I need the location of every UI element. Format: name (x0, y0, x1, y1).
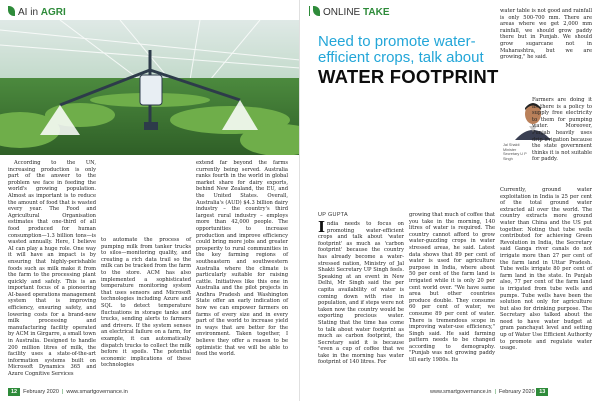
left-footer: 12 February 2020 | www.smartgovernance.in (8, 388, 128, 398)
byline: UP GUPTA (318, 212, 349, 218)
page-number-left: 12 (8, 388, 20, 396)
leaf-icon (8, 6, 15, 16)
right-column-3 (500, 8, 592, 61)
right-col3c-text: Currently, ground water exploitation in India is 25 per cent of the total ground water extracted all over the world. The country extracts more ground water than China and the US put together. Noting that tube wells contributed for achieving Green Revolution in India, the Secretary said Ganga river canals do not irrigate more than 27 per cent of the farm land in Uttar Pradesh. Tube wells irrigate 80 per cent of farm land in the state. In Punjab also, 77 per cent of the farm land is irrigated from tube wells and pumps. Tube wells have been the solution not only for agriculture but also for drinking purpose. The Secretary also talked about the need to have water budget at gram panchayat level and setting up of Water Use Efficient Authority to promote and regulate water usage. (500, 187, 592, 352)
leaf-icon (313, 6, 320, 16)
footer-url-left[interactable]: www.smartgovernance.in (66, 389, 128, 395)
right-col2-text: growing that much of coffee that you take in the morning, 140 litres of water is required. The country cannot afford to grow water-guzzling crops in water stressed areas, he said. Latest data shows that 89 per cent of water is used for agriculture purpose in India, where about 50 per cent of the farm land is irrigated while it is only 20 per cent world over. "We have same area but other countries produce double. They consume 60 per cent of water, we consume 89 per cent of water. There is tremendous scope in improving water-use efficiency," Singh said. He said farming pattern needs to be changed according to demography. "Punjab was not growing paddy till early 1980s. Its (409, 212, 495, 364)
footer-date-left: February 2020 (23, 389, 59, 395)
page-number-right: 13 (536, 388, 548, 396)
greenhouse-robot-photo (0, 20, 300, 155)
left-column-2 (101, 237, 191, 369)
right-column-2 (409, 212, 495, 364)
footer-url-right[interactable]: www.smartgovernance.in (430, 389, 492, 395)
right-col3b-text: Farmers are doing it as there is a policy to supply free electricity to them for pumping water. Moreover, Punjab heavily uses drip irrigation because the state government thinks it is not suitable for paddy. (532, 97, 592, 163)
right-footer: www.smartgovernance.in | February 2020 13 (430, 388, 551, 398)
portrait-caption: Jal Shakti Minister Secretary U P Singh (503, 143, 527, 161)
section-header-left (8, 6, 66, 18)
section-name: TAKE (363, 7, 390, 18)
dropcap: I (318, 218, 326, 236)
article-title-line1: Need to promote water-efficient crops, talk about (318, 33, 484, 66)
right-col3a-text: water table is not good and rainfall is only 500-700 mm. There are areas where we get 2,000 mm rainfall, we should grow paddy there but in Punjab. We should grow sugarcane not in Maharashtra, but we are growing," he said. (500, 8, 592, 61)
right-col1-text: ndia needs to focus on promoting water-efficient crops and talk about 'water footprint' as much as 'carbon footprint' because the country has already become a water-stressed nation, Ministry of Jal Shakti Secretary UP Singh feels. Speaking at an event in New Delhi, Mr Singh said the per capita availability of water is coming down with rise in population, and if steps were not taken now the country would be exporting precious water. Stating that the time has come to talk about water footprint as much as carbon footprint, the Secretary said it is because "even a cup of coffee that we take in the morning has water footprint of 140 litres. For (318, 221, 404, 366)
left-column-1 (8, 160, 96, 378)
section-name: AGRI (40, 7, 66, 18)
left-col2-text: to automate the process of pumping milk from tanker trucks to silos—monitoring quality, and creating a rich data trail so the milk can be tracked from the farm to the store. ACM has also implemented a sophisticated temperature monitoring system that uses sensors and Microsoft technologies including Azure and SQL to detect temperature fluctuations in storage tanks and trucks, sending alerts to farmers and drivers. If the system senses an electrical failure on a farm, for example, it can automatically dispatch trucks to collect the milk before it spoils. The potential economic implications of these technologies (101, 237, 191, 369)
section-prefix: AI in (18, 7, 39, 18)
left-col1-text: According to the UN, increasing production is only part of the answer to the problem we face in feeding the world's growing population. Almost as important is to reduce the amount of food that is wasted every year. The Food and Agricultural Organisation estimates that one-third of all food produced for human consumption—1.3 billion tons—is wasted annually. Here, I believe AI can play a huge role. One way it will have an impact is by ensuring that highly-perishable foods such as milk make it from the farm to the processing plant quickly and safely. This is an important focus of a pioneering AI-based operations management system that is improving efficiency, ensuring safety, and lowering costs for a brand-new milk processing and manufacturing facility operated by ACM in Girgarre, a small town in Australia. Designed to handle 200 million litres of milk, the facility uses a state-of-the-art information systems built on Microsoft Dynamics 365 and Azure Cognitive Services (8, 160, 96, 377)
right-column-3c (500, 187, 592, 352)
left-col3-text: extend far beyond the farms currently being served. Australia ranks fourth in the world in global market share for dairy exports, behind New Zealand, the EU, and the United States. Overall, Australia's (AUD) $4.3 billion dairy industry – the country's third largest rural industry – employs more than 42,000 people. The opportunities to increase production and improve efficiency could bring more jobs and greater prosperity to rural communities in the key farming regions of southeastern and southwestern Australia where the climate is particularly suitable for raising cattle. Initiatives like this one in Australia and the pilot projects in Andhra Pradesh and Washington State offer an early indication of how we can empower farmers on farms of every size and in every part of the world to increase yield in ways that are better for the environment. Taken together, I believe they offer a reason to be optimistic that we will be able to feed the world. (196, 160, 288, 358)
section-header-right (309, 6, 390, 18)
section-prefix: ONLINE (323, 7, 361, 18)
footer-date-right: February 2020 (498, 389, 535, 395)
right-column-1 (318, 218, 404, 366)
left-column-3 (196, 160, 288, 358)
right-column-3b (532, 97, 592, 163)
article-title-line2: WATER FOOTPRINT (318, 66, 499, 87)
